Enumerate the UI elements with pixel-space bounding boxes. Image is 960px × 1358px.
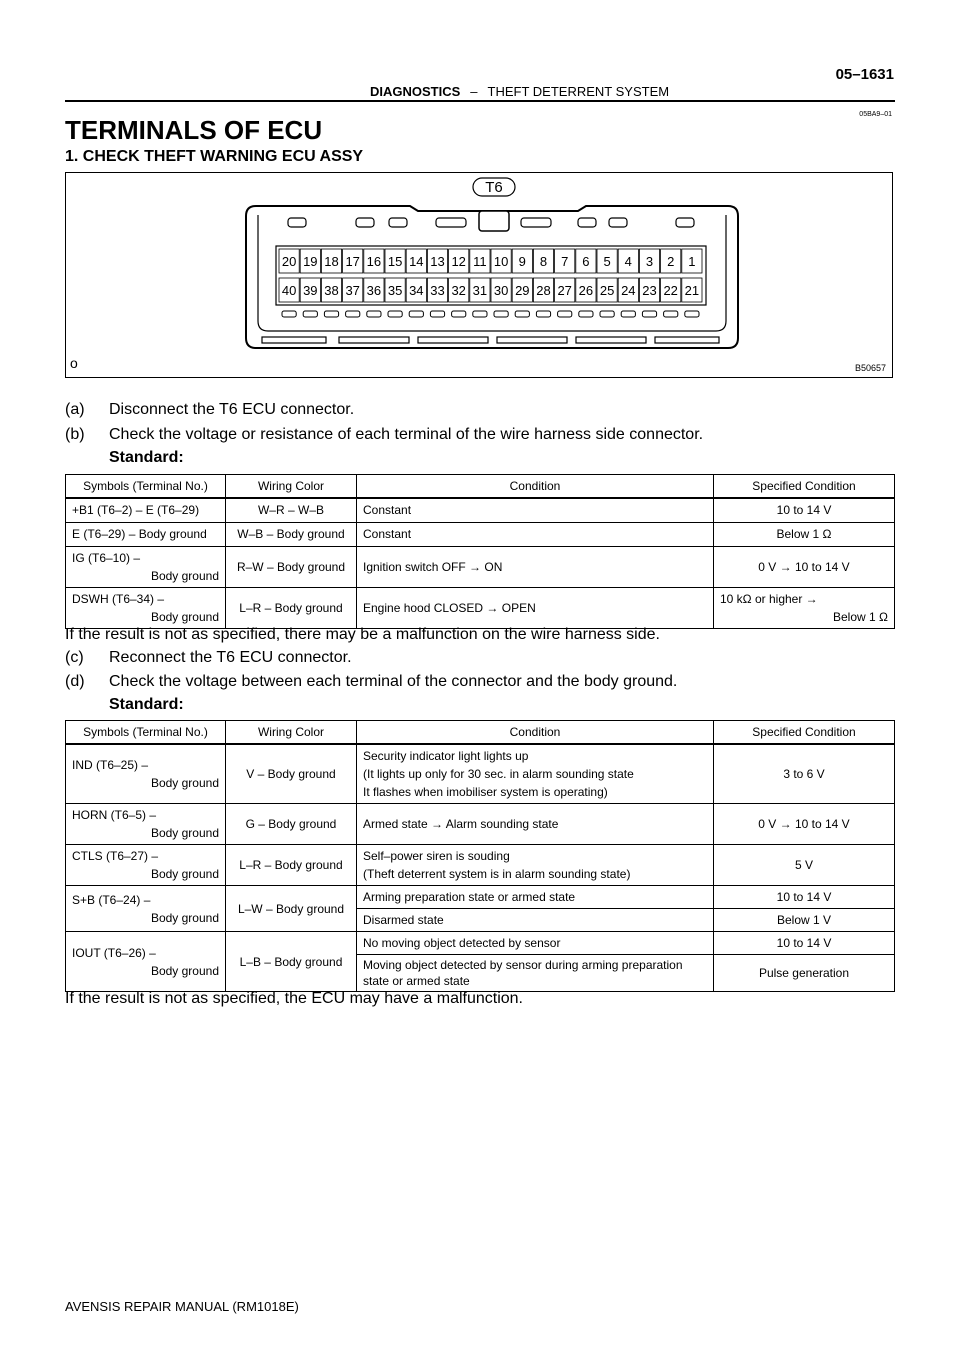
terminal-pin: [367, 311, 381, 317]
terminal-number: 12: [451, 254, 466, 269]
terminal-number: 23: [642, 283, 657, 298]
table-harness-side: [65, 474, 895, 629]
terminal-number: 9: [518, 254, 526, 269]
terminal-pin: [579, 311, 593, 317]
terminal-number: 13: [430, 254, 445, 269]
lock-tab: [479, 211, 509, 231]
terminal-number: 36: [366, 283, 382, 298]
terminal-number: 30: [493, 283, 509, 298]
col-specified: Specified Condition: [714, 475, 895, 499]
header-rule: [65, 100, 895, 102]
terminal-number: 24: [621, 283, 636, 298]
table-row: E (T6–29) – Body ground W–B – Body ground Constant Below 1 Ω: [66, 522, 895, 546]
terminal-number: 39: [303, 283, 318, 298]
terminal-pin: [409, 311, 423, 317]
running-header: [370, 84, 669, 99]
terminal-number: 7: [561, 254, 569, 269]
terminal-number: 28: [536, 283, 551, 298]
terminal-pin: [685, 311, 699, 317]
terminal-pin: [324, 311, 338, 317]
terminal-number: 40: [281, 283, 297, 298]
table-row: S+B (T6–24) – Body ground L–W – Body ground Arming preparation state or armed state 10 to 14 V: [66, 886, 895, 909]
table-row: DSWH (T6–34) – Body ground L–R – Body ground Engine hood CLOSED → OPEN 10 kΩ or higher → Below 1 Ω: [66, 587, 895, 628]
table-row: Moving object detected by sensor during arming preparation state or armed state Pulse generation: [66, 955, 895, 992]
col-symbols: Symbols (Terminal No.): [66, 475, 226, 499]
terminal-number: 8: [539, 254, 548, 269]
step-d: (d) Check the voltage between each terminal of the connector and the body ground.: [65, 673, 678, 690]
table-row: +B1 (T6–2) – E (T6–29) W–R – W–B Constant 10 to 14 V: [66, 498, 895, 522]
terminal-number: 20: [281, 254, 297, 269]
result-note-1: If the result is not as specified, there may be a malfunction on the wire harness side.: [65, 626, 660, 643]
terminal-pin: [642, 311, 656, 317]
header-separator: –: [470, 84, 478, 99]
terminal-number: 17: [345, 254, 360, 269]
step-heading: 1. CHECK THEFT WARNING ECU ASSY: [65, 148, 364, 165]
page-number: 05–1631: [835, 66, 894, 83]
terminal-number: 35: [387, 283, 403, 298]
doc-id: 05BA9–01: [859, 111, 892, 118]
header-section: DIAGNOSTICS: [370, 84, 461, 99]
terminal-number: 10: [493, 254, 509, 269]
terminal-number: 27: [557, 283, 572, 298]
terminal-number: 31: [472, 283, 488, 298]
terminal-number: 4: [624, 254, 632, 269]
connector-label: T6: [485, 179, 503, 196]
table-ecu-side: [65, 720, 895, 992]
connector-figure: [65, 172, 893, 378]
terminal-pin: [558, 311, 572, 317]
terminal-number: 32: [451, 283, 466, 298]
terminal-number: 34: [409, 283, 424, 298]
header-subsection: THEFT DETERRENT SYSTEM: [487, 84, 670, 99]
terminal-number: 6: [582, 254, 590, 269]
terminal-number: 19: [303, 254, 318, 269]
standard-label-2: Standard:: [109, 696, 184, 713]
terminal-number: 22: [663, 283, 678, 298]
table-row: CTLS (T6–27) – Body ground L–R – Body ground Self–power siren is souding (Theft deterrent system is in alarm sounding state) 5 V: [66, 845, 895, 886]
col-wiring-color: Wiring Color: [226, 475, 357, 499]
terminal-number: 33: [430, 283, 445, 298]
terminal-number: 2: [667, 254, 675, 269]
figure-code: B50657: [854, 363, 886, 373]
connector-diagram: [66, 173, 894, 379]
result-note-2: If the result is not as specified, the ECU may have a malfunction.: [65, 990, 523, 1007]
col-symbols: Symbols (Terminal No.): [66, 721, 226, 745]
terminal-number: 26: [578, 283, 594, 298]
terminal-pin: [388, 311, 402, 317]
terminal-number: 25: [599, 283, 615, 298]
terminal-pin: [430, 311, 444, 317]
step-b: (b) Check the voltage or resistance of each terminal of the wire harness side connector.: [65, 426, 704, 443]
figure-mark: o: [70, 355, 78, 371]
terminal-pin: [452, 311, 466, 317]
terminal-pin: [536, 311, 550, 317]
step-c: (c) Reconnect the T6 ECU connector.: [65, 649, 352, 666]
terminal-number: 11: [473, 254, 487, 269]
terminal-number: 37: [345, 283, 360, 298]
terminal-number: 18: [324, 254, 339, 269]
col-specified: Specified Condition: [714, 721, 895, 745]
terminal-pin: [473, 311, 487, 317]
footer-manual: AVENSIS REPAIR MANUAL (RM1018E): [65, 1299, 299, 1314]
terminal-number: 38: [324, 283, 339, 298]
standard-label-1: Standard:: [109, 449, 184, 466]
terminal-number: 15: [387, 254, 403, 269]
terminal-number: 3: [645, 254, 654, 269]
table-row: IOUT (T6–26) – Body ground L–B – Body ground No moving object detected by sensor 10 to 14 V: [66, 932, 895, 955]
table-row: Disarmed state Below 1 V: [66, 909, 895, 932]
terminal-number: 1: [688, 254, 696, 269]
terminal-number: 29: [515, 283, 530, 298]
table-row: IND (T6–25) – Body ground V – Body ground Security indicator light lights up (It lights up only for 30 sec. in alarm sounding state It flashes when imobiliser system is operating) 3 to 6 V: [66, 744, 895, 804]
page-title: TERMINALS OF ECU: [65, 115, 323, 145]
terminal-number: 5: [603, 254, 611, 269]
terminal-pin: [515, 311, 529, 317]
col-wiring-color: Wiring Color: [226, 721, 357, 745]
table-row: IG (T6–10) – Body ground R–W – Body ground Ignition switch OFF → ON 0 V → 10 to 14 V: [66, 546, 895, 587]
step-a: (a) Disconnect the T6 ECU connector.: [65, 401, 355, 418]
terminal-pin: [346, 311, 360, 317]
col-condition: Condition: [357, 721, 714, 745]
terminal-number: 14: [409, 254, 424, 269]
terminal-pin: [303, 311, 317, 317]
terminal-pin: [621, 311, 635, 317]
terminal-pin: [494, 311, 508, 317]
terminal-pin: [282, 311, 296, 317]
terminal-number: 21: [684, 283, 700, 298]
terminal-number: 16: [366, 254, 382, 269]
col-condition: Condition: [357, 475, 714, 499]
terminal-pin: [664, 311, 678, 317]
terminal-pin: [600, 311, 614, 317]
table-row: HORN (T6–5) – Body ground G – Body ground Armed state → Alarm sounding state 0 V → 10 to 14 V: [66, 804, 895, 845]
